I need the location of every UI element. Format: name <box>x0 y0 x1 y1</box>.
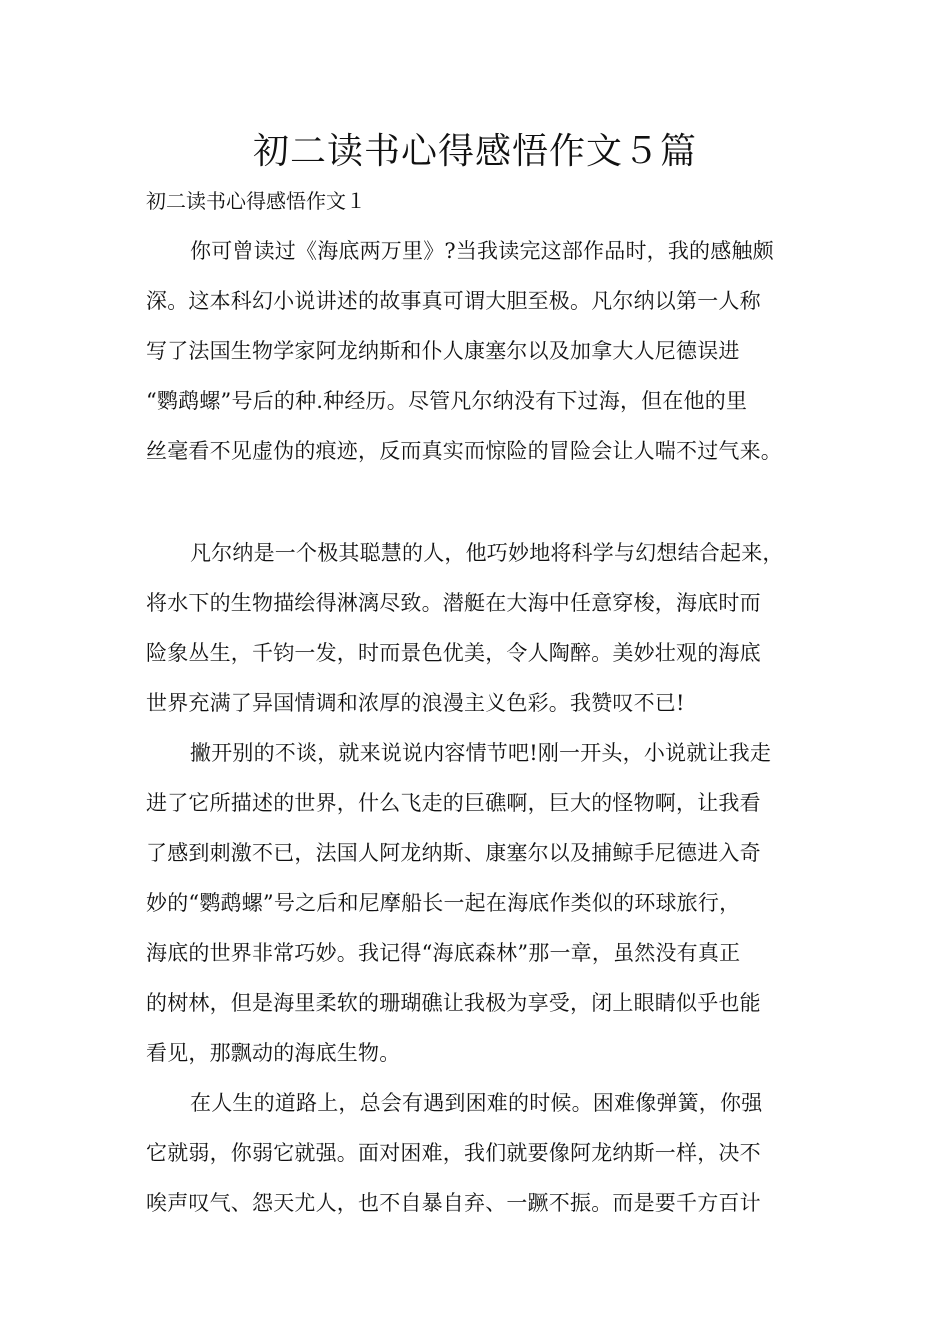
paragraph-line: 看见，那飘动的海底生物。 <box>146 1041 401 1065</box>
paragraph-line: 丝毫看不见虚伪的痕迹，反而真实而惊险的冒险会让人喘不过气来。 <box>146 439 782 463</box>
paragraph-line: 它就弱，你弱它就强。面对困难，我们就要像阿龙纳斯一样，决不 <box>146 1141 761 1165</box>
paragraph-line: 的树林，但是海里柔软的珊瑚礁让我极为享受，闭上眼睛似乎也能 <box>146 991 761 1015</box>
paragraph-line: 凡尔纳是一个极其聪慧的人，他巧妙地将科学与幻想结合起来， <box>190 541 784 565</box>
paragraph-line: 妙的“鹦鹉螺”号之后和尼摩船长一起在海底作类似的环球旅行， <box>146 891 741 915</box>
paragraph-line: 唉声叹气、怨天尤人，也不自暴自弃、一蹶不振。而是要千方百计 <box>146 1191 761 1215</box>
paragraph-1 <box>146 226 782 476</box>
paragraph-line: 撇开别的不谈，就来说说内容情节吧!刚一开头，小说就让我走 <box>190 741 772 765</box>
paragraph-2 <box>146 528 784 728</box>
paragraph-line: 海底的世界非常巧妙。我记得“海底森林”那一章，虽然没有真正 <box>146 941 741 965</box>
paragraph-line: 险象丛生，千钧一发，时而景色优美，令人陶醉。美妙壮观的海底 <box>146 641 761 665</box>
essay-subtitle: 初二读书心得感悟作文１ <box>146 189 366 213</box>
paragraph-line: 在人生的道路上，总会有遇到困难的时候。困难像弹簧，你强 <box>190 1091 763 1115</box>
paragraph-3 <box>146 728 771 1078</box>
document-title: 初二读书心得感悟作文５篇 <box>252 131 697 172</box>
paragraph-line: “鹦鹉螺”号后的种.种经历。尽管凡尔纳没有下过海，但在他的里 <box>146 389 748 413</box>
paragraph-line: 进了它所描述的世界，什么飞走的巨礁啊，巨大的怪物啊，让我看 <box>146 791 761 815</box>
paragraph-line: 了感到刺激不已，法国人阿龙纳斯、康塞尔以及捕鲸手尼德进入奇 <box>146 841 761 865</box>
paragraph-line: 世界充满了异国情调和浓厚的浪漫主义色彩。我赞叹不已! <box>146 691 685 715</box>
paragraph-4 <box>146 1078 762 1228</box>
paragraph-line: 将水下的生物描绘得淋漓尽致。潜艇在大海中任意穿梭，海底时而 <box>146 591 761 615</box>
paragraph-line: 写了法国生物学家阿龙纳斯和仆人康塞尔以及加拿大人尼德误进 <box>146 339 740 363</box>
paragraph-line: 深。这本科幻小说讲述的故事真可谓大胆至极。凡尔纳以第一人称 <box>146 289 761 313</box>
paragraph-line: 你可曾读过《海底两万里》?当我读完这部作品时，我的感触颇 <box>190 239 774 263</box>
